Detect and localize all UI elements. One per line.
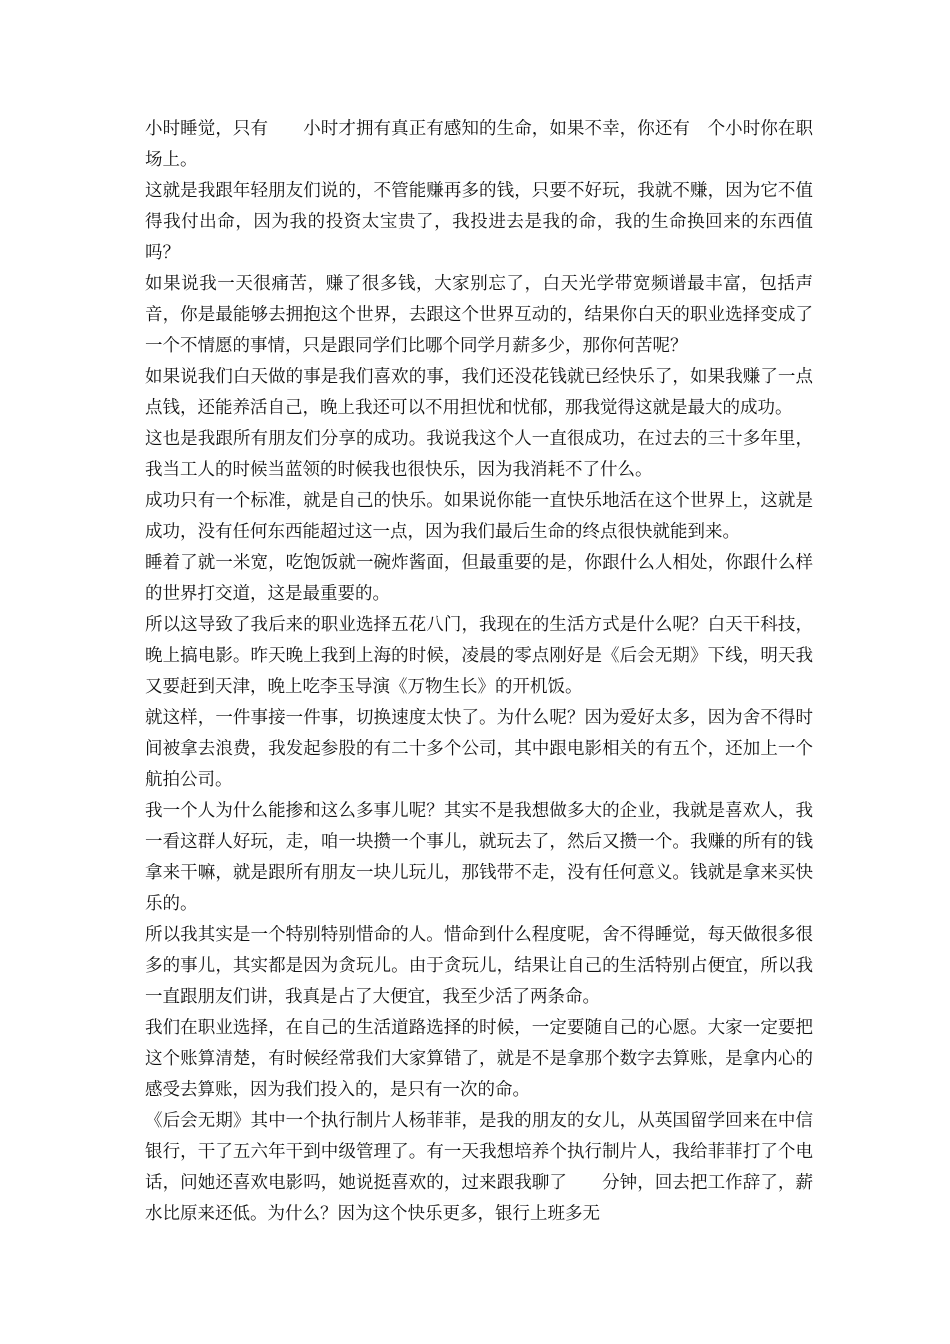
paragraph: 就这样，一件事接一件事，切换速度太快了。为什么呢？因为爱好太多，因为舍不得时间被拿去浪费，我发起参股的有二十多个公司，其中跟电影相关的有五个，还加上一个航拍公司。 (145, 708, 813, 790)
paragraph: 如果说我们白天做的事是我们喜欢的事，我们还没花钱就已经快乐了，如果我赚了一点点钱，还能养活自己，晚上我还可以不用担忧和忧郁，那我觉得这就是最大的成功。 (145, 367, 813, 418)
paragraph: 这就是我跟年轻朋友们说的，不管能赚再多的钱，只要不好玩，我就不赚，因为它不值得我付出命，因为我的投资太宝贵了，我投进去是我的命，我的生命换回来的东西值吗？ (145, 181, 813, 263)
paragraph: 所以这导致了我后来的职业选择五花八门，我现在的生活方式是什么呢？白天干科技，晚上搞电影。昨天晚上我到上海的时候，凌晨的零点刚好是《后会无期》下线，明天我又要赶到天津，晚上吃李玉导演《万物生长》的开机饭。 (145, 615, 813, 697)
paragraph: 所以我其实是一个特别特别惜命的人。惜命到什么程度呢，舍不得睡觉，每天做很多很多的事儿，其实都是因为贪玩儿。由于贪玩儿，结果让自己的生活特别占便宜，所以我一直跟朋友们讲，我真是占了大便宜，我至少活了两条命。 (145, 925, 813, 1007)
document-body (145, 114, 813, 1230)
paragraph: 我一个人为什么能掺和这么多事儿呢？其实不是我想做多大的企业，我就是喜欢人，我一看这群人好玩，走，咱一块攒一个事儿，就玩去了，然后又攒一个。我赚的所有的钱拿来干嘛，就是跟所有朋友一块儿玩儿，那钱带不走，没有任何意义。钱就是拿来买快乐的。 (145, 801, 813, 914)
paragraph: 如果说我一天很痛苦，赚了很多钱，大家别忘了，白天光学带宽频谱最丰富，包括声音，你是最能够去拥抱这个世界，去跟这个世界互动的，结果你白天的职业选择变成了一个不情愿的事情，只是跟同学们比哪个同学月薪多少，那你何苦呢？ (145, 274, 813, 356)
paragraph: 成功只有一个标准，就是自己的快乐。如果说你能一直快乐地活在这个世界上，这就是成功，没有任何东西能超过这一点，因为我们最后生命的终点很快就能到来。 (145, 491, 813, 542)
paragraph: 睡着了就一米宽，吃饱饭就一碗炸酱面，但最重要的是，你跟什么人相处，你跟什么样的世界打交道，这是最重要的。 (145, 553, 813, 604)
paragraph: 我们在职业选择，在自己的生活道路选择的时候，一定要随自己的心愿。大家一定要把这个账算清楚，有时候经常我们大家算错了，就是不是拿那个数字去算账，是拿内心的感受去算账，因为我们投入的，是只有一次的命。 (145, 1018, 813, 1100)
paragraph: 小时睡觉，只有 小时才拥有真正有感知的生命，如果不幸，你还有 个小时你在职场上。 (145, 119, 813, 170)
paragraph: 《后会无期》其中一个执行制片人杨菲菲，是我的朋友的女儿，从英国留学回来在中信银行，干了五六年干到中级管理了。有一天我想培养个执行制片人，我给菲菲打了个电话，问她还喜欢电影吗，她说挺喜欢的，过来跟我聊了 分钟，回去把工作辞了，薪水比原来还低。为什么？因为这个快乐更多，银行上班多无 (145, 1111, 813, 1224)
paragraph: 这也是我跟所有朋友们分享的成功。我说我这个人一直很成功，在过去的三十多年里，我当工人的时候当蓝领的时候我也很快乐，因为我消耗不了什么。 (145, 429, 813, 480)
